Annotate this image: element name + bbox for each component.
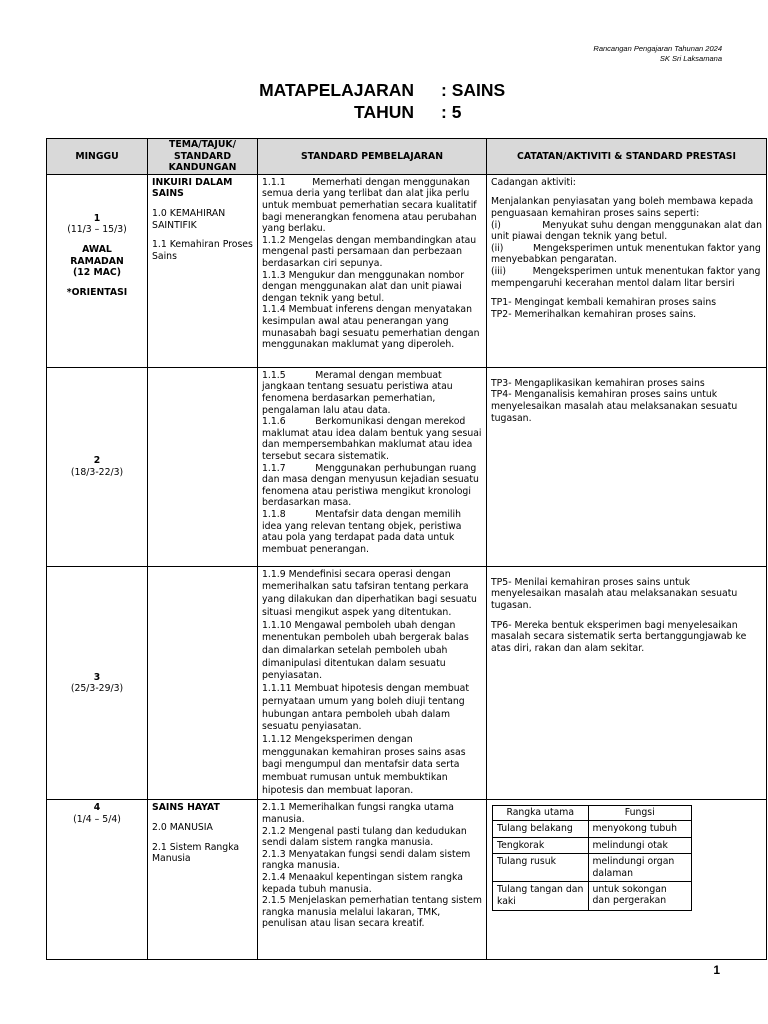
theme-content-standard: 2.1 Sistem Rangka Manusia [152, 841, 240, 865]
activity-item: (ii) Mengeksperimen untuk menentukan faktor yang menyebabkan pengaratan. [491, 242, 761, 266]
week-dates: (25/3-29/3) [70, 683, 124, 695]
performance-standard: TP3- Mengaplikasikan kemahiran proses sains [491, 377, 705, 389]
inner-row [493, 821, 692, 838]
learning-standard: 1.1.7 Menggunakan perhubungan ruang dan masa dengan menyusun kejadian sesuatu fenomena atau peristiwa mengikut kronologi berdasarkan masa. [262, 462, 479, 509]
skeleton-function-table [492, 805, 692, 910]
bone-function: melindungi organ dalaman [588, 854, 692, 882]
performance-standard: TP6- Mereka bentuk eksperimen bagi menyelesaikan masalah secara sistematik serta bertanggungjawab ke atas diri, rakan dan alam sekitar. [491, 619, 747, 654]
notes-cell [487, 174, 767, 367]
theme-topic: 2.0 MANUSIA [152, 822, 213, 834]
activity-item: (i) Menyukat suhu dengan menggunakan alat dan unit piawai dengan teknik yang betul. [491, 219, 762, 243]
theme-cell [148, 566, 258, 800]
learning-standard: 1.1.3 Mengukur dan menggunakan nombor dengan menggunakan alat dan unit piawai dengan teknik yang betul. [262, 269, 465, 304]
header-notes: CATATAN/AKTIVITI & STANDARD PRESTASI [487, 139, 767, 175]
header-theme: TEMA/TAJUK/ STANDARD KANDUNGAN [148, 139, 258, 175]
yearly-plan-table [46, 138, 767, 960]
learning-standard: 1.1.4 Membuat inferens dengan menyatakan kesimpulan awal atau penerangan yang munasabah bagi sesuatu pemerhatian dengan menggunakan maklumat yang diperoleh. [262, 304, 480, 351]
week-cell [47, 367, 148, 566]
table-row [47, 367, 767, 566]
theme-cell [148, 174, 258, 367]
theme-cell [148, 800, 258, 960]
theme-title: INKUIRI DALAM SAINS [152, 176, 233, 200]
learning-standard: 1.1.9 Mendefinisi secara operasi dengan memerihalkan satu tafsiran tentang perkara yang dilakukan dan diperhatikan bagi sesuatu situasi mengikut aspek yang ditentukan. [262, 568, 477, 618]
activity-item: (iii) Mengeksperimen untuk menentukan faktor yang mempengaruhi kecerahan mentol dalam litar bersiri [491, 265, 761, 289]
performance-standard: TP1- Mengingat kembali kemahiran proses sains [491, 297, 717, 309]
inner-row [493, 854, 692, 882]
learning-standard-cell [258, 566, 487, 800]
theme-topic: 1.0 KEMAHIRAN SAINTIFIK [152, 207, 226, 231]
learning-standard-cell [258, 800, 487, 960]
inner-header-function: Fungsi [588, 806, 692, 821]
theme-cell [148, 367, 258, 566]
learning-standard-cell [258, 174, 487, 367]
inner-row [493, 837, 692, 854]
week-cell [47, 174, 148, 367]
inner-header-bone: Rangka utama [493, 806, 589, 821]
document-header-note [593, 44, 722, 64]
week-number: 2 [93, 455, 101, 467]
learning-standard: 2.1.1 Memerihalkan fungsi rangka utama manusia. [262, 802, 454, 826]
table-row [47, 174, 767, 367]
theme-content-standard: 1.1 Kemahiran Proses Sains [152, 239, 253, 262]
week-dates: (18/3-22/3) [70, 466, 124, 478]
learning-standard: 2.1.5 Menjelaskan pemerhatian tentang sistem rangka manusia melalui lakaran, TMK, penulisan atau lisan secara kreatif. [262, 895, 482, 930]
week-number: 3 [93, 671, 101, 683]
learning-standard: 1.1.8 Mentafsir data dengan memilih idea yang relevan tentang objek, peristiwa atau pola yang terdapat pada data untuk membuat penerangan. [262, 508, 462, 555]
page-number: 1 [713, 963, 720, 977]
learning-standard: 1.1.12 Mengeksperimen dengan menggunakan kemahiran proses sains asas bagi mengumpul dan mentafsir data serta membuat rumusan untuk membuktikan hipotesis dan membuat laporan. [262, 733, 466, 796]
notes-cell [487, 566, 767, 800]
week-note-ramadan: AWAL RAMADAN (12 MAC) [70, 243, 124, 279]
header-week: MINGGU [47, 139, 148, 175]
week-cell [47, 566, 148, 800]
bone-function: untuk sokongan dan pergerakan [588, 882, 692, 910]
table-header-row [47, 139, 767, 175]
inner-header-row [493, 806, 692, 821]
inner-row [493, 882, 692, 910]
learning-standard: 1.1.2 Mengelas dengan membandingkan atau mengenal pasti persamaan dan perbezaan berdasarkan ciri sepunya. [262, 234, 477, 269]
bone-function: melindungi otak [588, 837, 692, 854]
notes-cell [487, 800, 767, 960]
learning-standard: 1.1.6 Berkomunikasi dengan merekod maklumat atau idea dalam bentuk yang sesuai dan mempersembahkan maklumat atau idea tersebut secara sistematik. [262, 416, 482, 462]
learning-standard: 2.1.4 Menaakul kepentingan sistem rangka kepada tubuh manusia. [262, 872, 463, 895]
bone-name: Tengkorak [493, 837, 589, 854]
performance-standard: TP2- Memerihalkan kemahiran proses sains. [491, 308, 697, 320]
learning-standard: 2.1.3 Menyatakan fungsi sendi dalam sistem rangka manusia. [262, 848, 471, 872]
learning-standard-cell [258, 367, 487, 566]
week-dates: (1/4 – 5/4) [73, 814, 121, 826]
table-row [47, 566, 767, 800]
table-row [47, 800, 767, 960]
week-number: 1 [93, 212, 101, 224]
week-number: 4 [93, 802, 101, 814]
notes-cell [487, 367, 767, 566]
year-value: : 5 [441, 102, 462, 122]
learning-standard: 1.1.5 Meramal dengan membuat jangkaan tentang sesuatu peristiwa atau fenomena berdasarkan pemerhatian, pengalaman lalu atau data. [262, 369, 453, 416]
bone-name: Tulang belakang [493, 821, 589, 838]
header-note-line1: Rancangan Pengajaran Tahunan 2024 [593, 44, 722, 53]
performance-standard: TP4- Menganalisis kemahiran proses sains untuk menyelesaikan masalah atau melaksanakan sesuatu tugasan. [491, 389, 738, 424]
week-note-orientation: *ORIENTASI [66, 286, 128, 298]
activity-paragraph: Menjalankan penyiasatan yang boleh membawa kepada penguasaan kemahiran proses sains seperti: [491, 196, 754, 219]
learning-standard: 2.1.2 Mengenal pasti tulang dan kedudukan sendi dalam sistem rangka manusia. [262, 825, 467, 849]
bone-name: Tulang rusuk [493, 854, 589, 882]
activity-intro: Cadangan aktiviti: [491, 176, 576, 188]
year-label: TAHUN [354, 102, 414, 122]
header-standard: STANDARD PEMBELAJARAN [258, 139, 487, 175]
performance-standard: TP5- Menilai kemahiran proses sains untuk menyelesaikan masalah atau melaksanakan sesuatu tugasan. [491, 576, 738, 611]
bone-name: Tulang tangan dan kaki [493, 882, 589, 910]
learning-standard: 1.1.1 Memerhati dengan menggunakan semua deria yang terlibat dan alat jika perlu untuk membuat pemerhatian secara kualitatif bagi menerangkan fenomena atau perubahan yang berlaku. [262, 176, 477, 235]
header-note-line2: SK Sri Laksamana [659, 54, 722, 63]
subject-value: : SAINS [441, 80, 506, 100]
subject-label: MATAPELAJARAN [259, 80, 414, 100]
learning-standard: 1.1.11 Membuat hipotesis dengan membuat pernyataan umum yang boleh diuji tentang hubungan antara pemboleh ubah dalam sesuatu penyiasatan. [262, 683, 469, 733]
week-dates: (11/3 – 15/3) [67, 224, 127, 236]
week-cell [47, 800, 148, 960]
page-title [0, 80, 768, 124]
theme-title: SAINS HAYAT [152, 802, 220, 814]
learning-standard: 1.1.10 Mengawal pemboleh ubah dengan menentukan pemboleh ubah bergerak balas dan dimalarkan setelah pemboleh ubah dimanipulasi ditentukan dalam sesuatu penyiasatan. [262, 619, 469, 682]
bone-function: menyokong tubuh [588, 821, 692, 838]
